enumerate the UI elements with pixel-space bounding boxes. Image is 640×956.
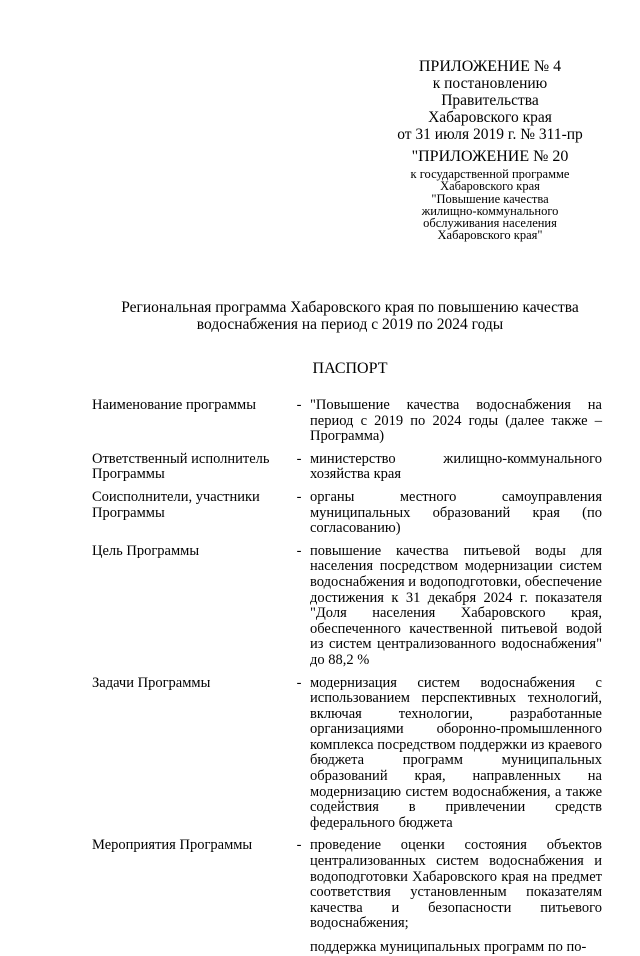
row-dash: - [296, 542, 302, 559]
appendix-20-line: к государственной программе [410, 167, 570, 181]
appendix-20-heading: "ПРИЛОЖЕНИЕ № 20 [411, 148, 569, 165]
passport-row-tasks [92, 676, 612, 832]
row-label: Ответственный исполнитель Программы [92, 450, 270, 483]
row-value [310, 838, 602, 955]
row-dash: - [296, 674, 302, 691]
row-value-paragraph: проведение оценки состояния объектов централизованных систем водоснабжения и водоподготовки Хабаровского края на предмет соответствия установленным показателям качества и безопасности питьевого водоснабжения; [310, 837, 602, 932]
passport-row-name [92, 398, 612, 445]
row-dash: - [296, 488, 302, 505]
row-dash: - [296, 450, 302, 467]
passport-row-executor [92, 452, 612, 483]
row-dash: - [296, 837, 302, 854]
appendix-20-line: "Повышение качества [431, 191, 549, 206]
program-title-line: Региональная программа Хабаровского края по повышению качества [121, 299, 579, 316]
appendix-4-line: Хабаровского края [428, 109, 552, 126]
passport-title: ПАСПОРТ [312, 360, 388, 377]
passport-row-activities [92, 838, 612, 955]
passport-row-goal [92, 544, 612, 669]
row-label: Мероприятия Программы [92, 837, 253, 854]
appendix-4-line: к постановлению [432, 75, 548, 92]
appendix-20-line: жилищно-коммунального [421, 203, 559, 218]
appendix-4-line: от 31 июля 2019 г. № 311-пр [397, 126, 583, 143]
appendix-20-line: Хабаровского края [440, 179, 540, 194]
row-value: органы местного самоуправления муниципальных образований края (по согласованию) [310, 488, 602, 537]
appendix-20-line: Хабаровского края" [437, 228, 543, 243]
row-label: Цель Программы [92, 542, 200, 559]
row-label: Соисполнители, участники Программы [92, 488, 260, 521]
row-value-paragraph: поддержка муниципальных программ по по- [310, 939, 587, 955]
appendix-20-block [390, 148, 590, 242]
program-title-line: водоснабжения на период с 2019 по 2024 годы [196, 316, 504, 333]
row-value: "Повышение качества водоснабжения на период с 2019 по 2024 годы (далее также – Программа) [310, 397, 602, 445]
row-label: Наименование программы [92, 397, 256, 413]
appendix-4-line: Правительства [441, 92, 539, 109]
appendix-4-block [390, 58, 590, 143]
program-title [90, 299, 610, 333]
row-value: повышение качества питьевой воды для населения посредством модернизации систем водоснабжения и водоподготовки, обеспечение достижения к 31 декабря 2024 г. показателя "Доля населения Хабаровского края, обеспеченного качественной питьевой водой из систем централизованного водоснабжения" до 88,2 % [310, 542, 602, 668]
passport-row-participants [92, 490, 612, 537]
row-value: модернизация систем водоснабжения с использованием перспективных технологий, включая технологии, разработанные организациями оборонно-промышленного комплекса посредством поддержки из краевого бюджета программ муниципальных образований края, направленных на модернизацию систем водоснабжения, а также содействия в привлечении средств федерального бюджета [310, 674, 602, 831]
row-label: Задачи Программы [92, 674, 211, 691]
appendix-20-line: обслуживания населения [423, 216, 557, 231]
row-value: министерство жилищно-коммунального хозяйства края [310, 450, 602, 483]
passport-table [92, 398, 612, 956]
row-dash: - [296, 397, 302, 413]
appendix-4-heading: ПРИЛОЖЕНИЕ № 4 [418, 58, 562, 75]
